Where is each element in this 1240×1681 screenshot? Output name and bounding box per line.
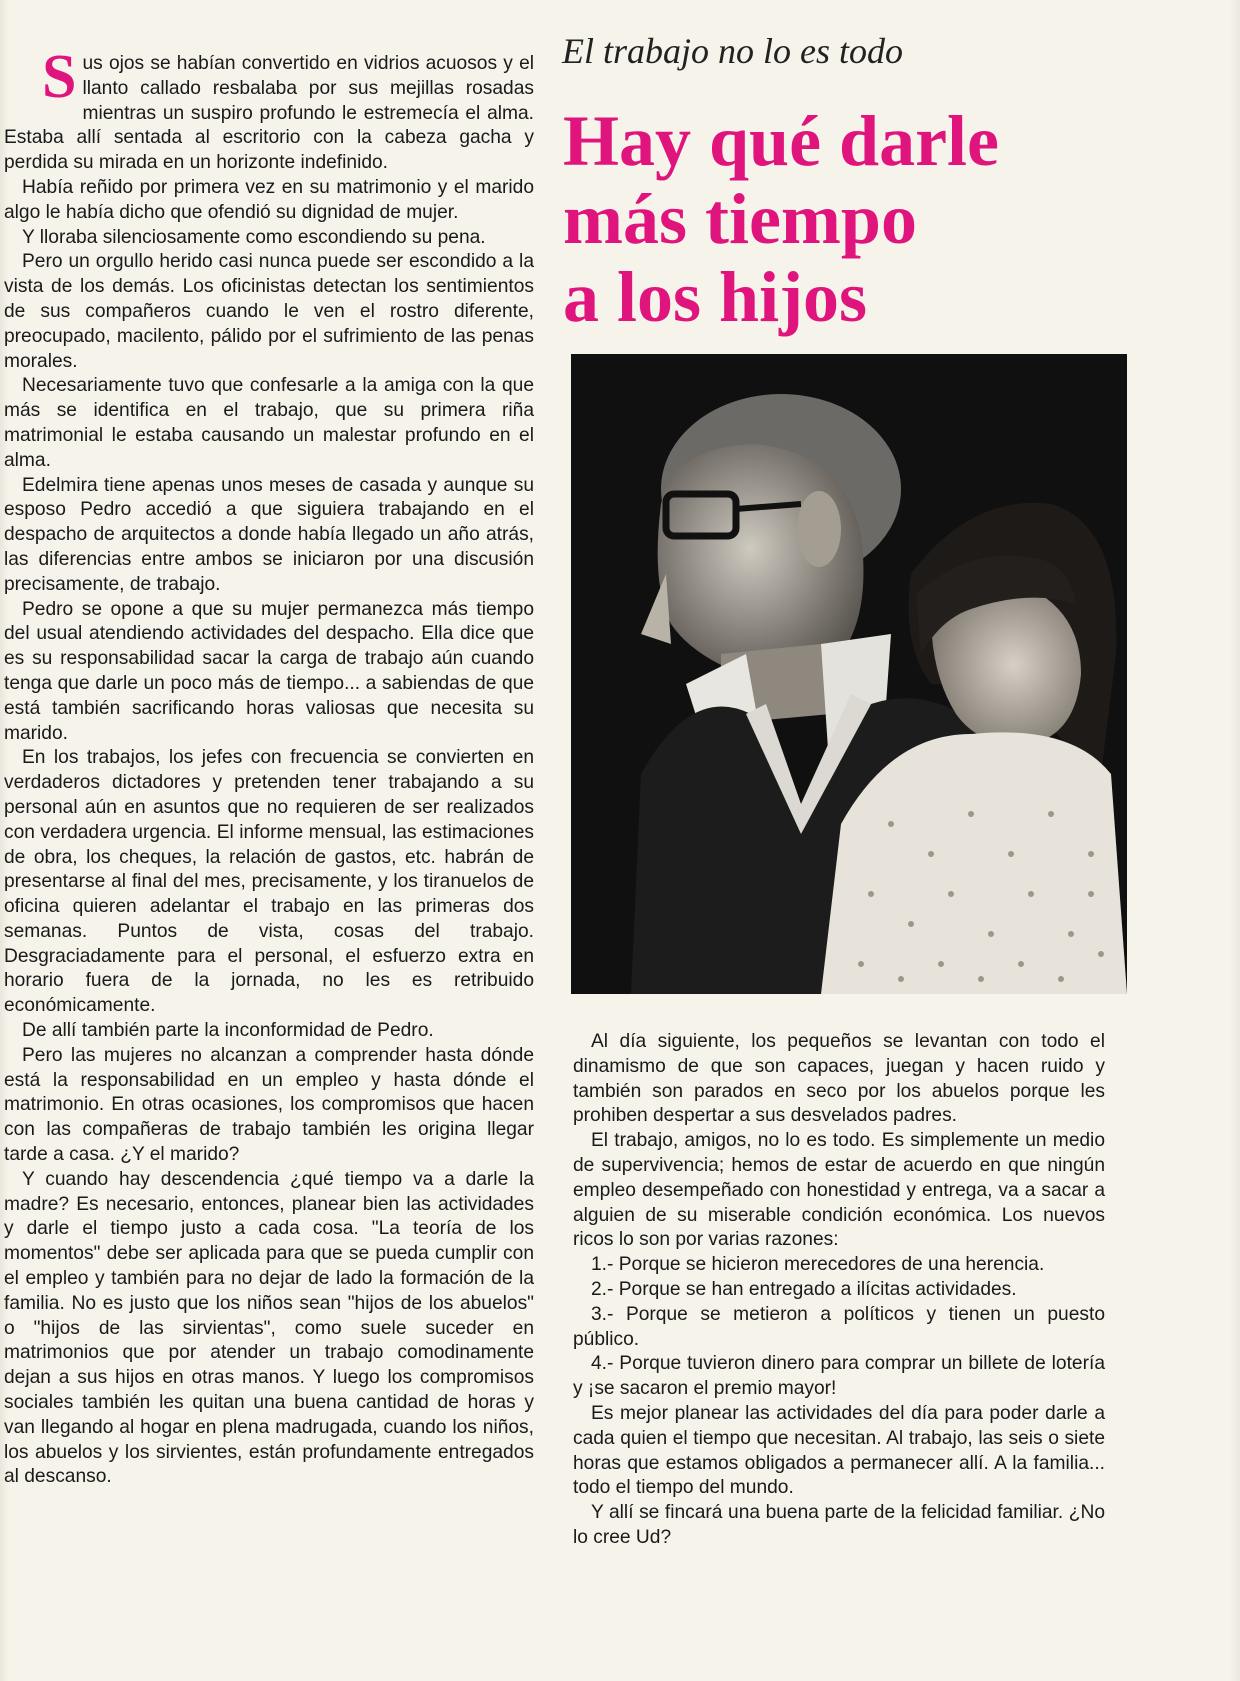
list-item: 2.- Porque se han entregado a ilícitas actividades. [591,1278,1017,1300]
paragraph: Pedro se opone a que su mujer permanezca más tiempo del usual atendiendo actividades del despacho. Ella dice que es su responsabilidad sacar la carga de trabajo aún cuando tenga que darle un poco más de tiempo... a sabiendas de que está también sacrificando horas valiosas que necesita su marido. [4,598,534,744]
photo-man-and-girl-icon [571,354,1127,994]
headline-line-3: a los hijos [563,257,868,337]
drop-cap: S [42,43,77,111]
paragraph: Edelmira tiene apenas unos meses de casada y aunque su esposo Pedro accedió a que siguiera trabajando en el despacho de arquitectos a donde había llegado un año atrás, las diferencias entre ambos se iniciaron por una discusión precisamente, de trabajo. [4,474,534,595]
headline-line-2: más tiempo [563,179,917,259]
article-photo [571,354,1127,994]
paragraph: Pero las mujeres no alcanzan a comprender hasta dónde está la responsabilidad en un empleo y hasta dónde el matrimonio. En otras ocasiones, los compromisos que hacen con las compañeras de trabajo también les origina llegar tarde a casa. ¿Y el marido? [4,1044,534,1166]
list-item: 1.- Porque se hicieron merecedores de una herencia. [591,1254,1045,1276]
right-text-column [573,1030,1105,1551]
headline-line-1: Hay qué darle [563,101,1000,181]
paragraph: Y lloraba silenciosamente como escondiendo su pena. [22,226,486,248]
article-headline [563,102,1203,336]
list-item: 4.- Porque tuvieron dinero para comprar un billete de lotería y ¡se sacaron el premio mayor! [573,1353,1105,1400]
article-kicker: El trabajo no lo es todo [562,31,903,71]
paragraph: El trabajo, amigos, no lo es todo. Es simplemente un medio de supervivencia; hemos de estar de acuerdo en que ningún empleo desempeñado con honestidad y entrega, va a sacar a alguien de su miserable condición económica. Los nuevos ricos lo son por varias razones: [573,1130,1105,1251]
list-item: 3.- Porque se metieron a políticos y tienen un puesto público. [573,1303,1105,1350]
paragraph: Pero un orgullo herido casi nunca puede ser escondido a la vista de los demás. Los oficinistas detectan los sentimientos de sus compañeros cuando le ven el rostro diferente, preocupado, macilento, pálido por el sufrimiento de las penas morales. [4,251,534,372]
paragraph: En los trabajos, los jefes con frecuencia se convierten en verdaderos dictadores y pretenden tener trabajando a su personal aún en asuntos que no requieren de ser realizados con verdadera urgencia. El informe mensual, las estimaciones de obra, los cheques, la relación de gastos, etc. habrán de presentarse al final del mes, precisamente, y los tiranuelos de oficina quieren adelantar el trabajo en las primeras dos semanas. Puntos de vista, cosas del trabajo. Desgraciadamente para el personal, el esfuerzo extra en horario fuera de la jornada, no les es retribuido económicamente. [4,747,534,1017]
paragraph: De allí también parte la inconformidad de Pedro. [22,1020,434,1042]
paragraph: Al día siguiente, los pequeños se levantan con todo el dinamismo de que son capaces, juegan y hacen ruido y también son parados en seco por los abuelos porque les prohiben despertar a sus desvelados padres. [573,1031,1105,1127]
paragraph: Es mejor planear las actividades del día para poder darle a cada quien el tiempo que necesitan. Al trabajo, las seis o siete horas que estamos obligados a permanecer allí. A la familia... todo el tiempo del mundo. [573,1402,1105,1499]
paragraph: Necesariamente tuvo que confesarle a la amiga con la que más se identifica en el trabajo, que su primera riña matrimonial le estaba causando un malestar profundo en el alma. [4,375,534,471]
paragraph: Y cuando hay descendencia ¿qué tiempo va a darle la madre? Es necesario, entonces, planear bien las actividades y darle el tiempo justo a cada cosa. "La teoría de los momentos" debe ser aplicada para que se pueda cumplir con el empleo y también para no dejar de lado la formación de la familia. No es justo que los niños sean "hijos de los abuelos" o "hijos de las sirvientas", como suele suceder en matrimonios que por atender un trabajo comodinamente dejan a sus hijos en otras manos. Y luego los compromisos sociales también les quitan una buena cantidad de horas y van llegando al hogar en plena madrugada, cuando los niños, los abuelos y los sirvientes, están profundamente entregados al descanso. [4,1168,534,1488]
paragraph: Sus ojos se habían convertido en vidrios acuosos y el llanto callado resbalaba por sus mejillas rosadas mientras un suspiro profundo le estremecía el alma. Estaba allí sentada al escritorio con la cabeza gacha y perdida su mirada en un horizonte indefinido. [4,43,534,174]
paragraph: Había reñido por primera vez en su matrimonio y el marido algo le había dicho que ofendió su dignidad de mujer. [4,176,534,223]
left-text-column [4,43,534,1490]
paragraph: Y allí se fincará una buena parte de la felicidad familiar. ¿No lo cree Ud? [573,1502,1105,1548]
